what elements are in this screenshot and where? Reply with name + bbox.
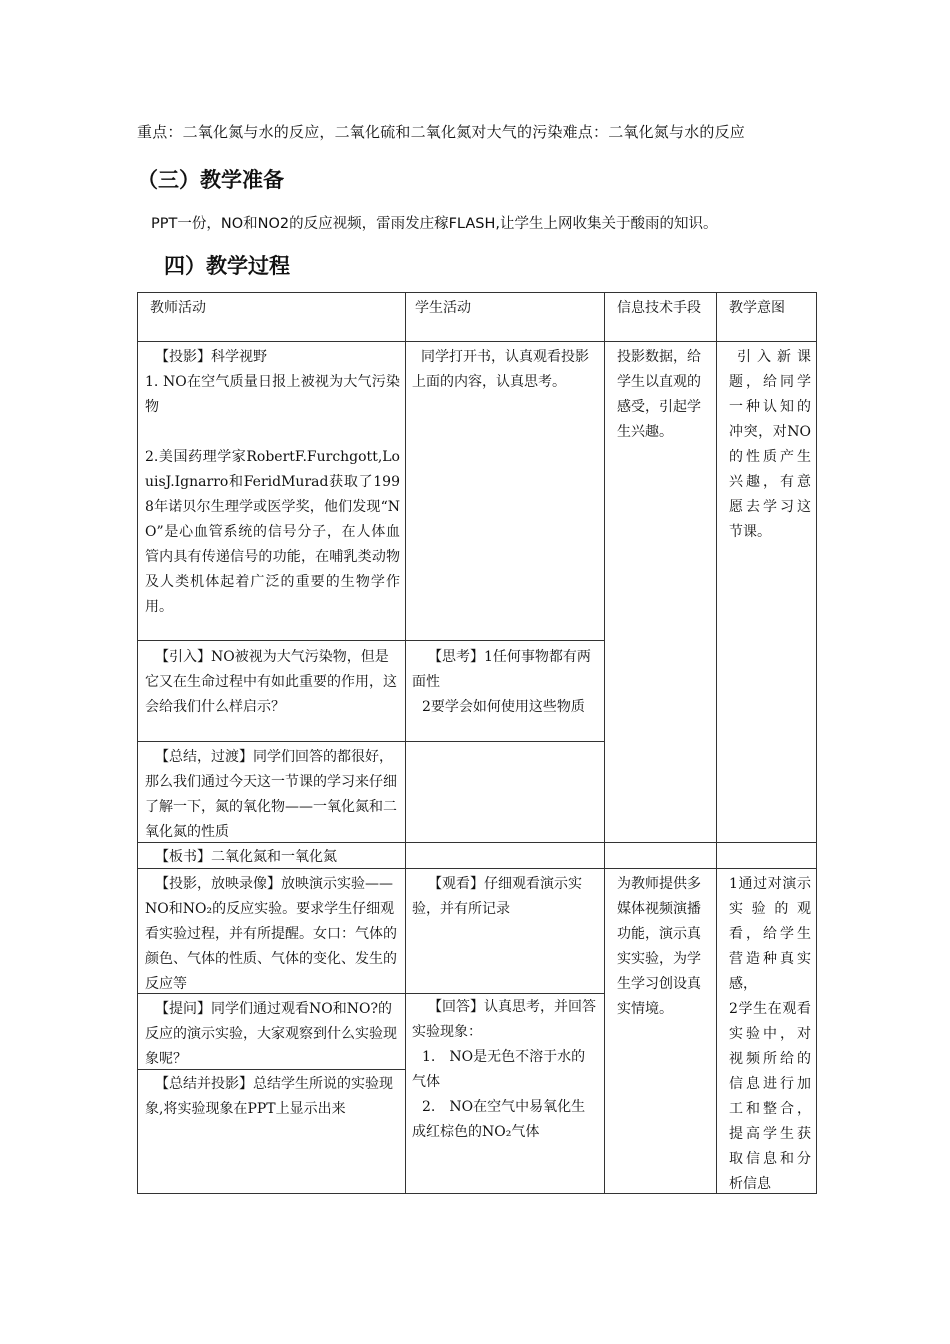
key-points-text: 重点：二氧化氮与水的反应，二氧化硫和二氧化氮对大气的污染难点：二氧化氮与水的反应 xyxy=(137,123,746,141)
row1-teacher-cell xyxy=(140,345,405,620)
row6-student-title: 【回答】认真思考，并回答 xyxy=(428,999,596,1015)
row3-teacher-cell: 【总结，过渡】同学们回答的都很好，那么我们通过今天这一节课的学习来仔细了解一下，氮的氧化物——一氧化氮和二氧化氮的性质 xyxy=(145,749,397,840)
header-it-means: 信息技术手段 xyxy=(617,300,701,316)
row6-student-item2: 2. NO在空气中易氧化生成红棕色的NO₂气体 xyxy=(412,1099,586,1140)
header-teacher-activity: 教师活动 xyxy=(150,300,206,316)
header-teaching-intent: 教学意图 xyxy=(729,300,785,316)
row1-student-cell: 同学打开书，认真观看投影上面的内容，认真思考。 xyxy=(412,349,589,390)
row6-student-item1: 1. NO是无色不溶于水的气体 xyxy=(412,1049,586,1090)
section-3-heading: （三）教学准备 xyxy=(137,168,284,192)
row2-student-line1: 【思考】1任何事物都有两面性 xyxy=(412,649,591,690)
row5-intent-line1: 1通过对演示实验的观看，给学生营造种真实感， xyxy=(729,876,811,992)
row6-student-cell xyxy=(407,995,602,1145)
row1-teacher-gap xyxy=(145,420,400,445)
row2-student-line2: 2要学会如何使用这些物质 xyxy=(422,699,585,715)
row2-student-cell xyxy=(407,645,602,720)
row1-intent-cell: 引入新课题，给同学一种认知的冲突，对NO的性质产生兴趣，有意愿去学习这节课。 xyxy=(729,349,811,540)
row1-teacher-title: 【投影】科学视野 xyxy=(155,349,267,365)
row5-it-cell: 为教师提供多媒体视频演播功能，演示真实实验，为学生学习创设真实情境。 xyxy=(617,876,701,1017)
row1-teacher-item1: 1. NO在空气质量日报上被视为大气污染物 xyxy=(145,374,400,415)
row7-teacher-cell: 【总结并投影】总结学生所说的实验现象,将实验现象在PPT上显示出来 xyxy=(145,1076,393,1117)
row6-teacher-cell: 【提问】同学们通过观看NO和NO?的反应的演示实验，大家观察到什么实验现象呢？ xyxy=(145,1001,397,1067)
header-student-activity: 学生活动 xyxy=(415,300,471,316)
row1-it-cell: 投影数据，给学生以直观的感受，引起学生兴趣。 xyxy=(617,349,701,440)
row2-teacher-cell: 【引入】NO被视为大气污染物，但是它又在生命过程中有如此重要的作用，这会给我们什么样启示？ xyxy=(145,649,397,715)
row5-intent-line2: 2学生在观看实验中，对视频所给的信息进行加工和整合，提高学生获取信息和分析信息 xyxy=(729,1001,811,1192)
row5-teacher-cell: 【投影，放映录像】放映演示实验——NO和NO₂的反应实验。要求学生仔细观看实验过程，并有所提醒。女口：气体的颜色、气体的性质、气体的变化、发生的反应等 xyxy=(145,876,397,992)
row5-student-cell: 【观看】仔细观看演示实验，并有所记录 xyxy=(412,876,582,917)
row1-teacher-item2: 2.美国药理学家RobertF.Furchgott,LouisJ.Ignarro和FeridMurad获取了1998年诺贝尔生理学或医学奖，他们发现“NO”是心血管系统的信号分子，在人体血管内具有传递信号的功能，在哺乳类动物及人类机体起着广泛的重要的生物学作用。 xyxy=(145,449,400,615)
row6-student-sub: 实验现象： xyxy=(412,1024,482,1040)
row4-teacher-cell: 【板书】二氧化氮和一氧化氮 xyxy=(155,849,337,865)
preparation-text: PPT一份，NO和NO2的反应视频，雷雨发庄稼FLASH,让学生上网收集关于酸雨的知识。 xyxy=(151,216,718,232)
row5-intent-cell xyxy=(724,872,816,1197)
section-4-heading: 四）教学过程 xyxy=(164,254,290,278)
